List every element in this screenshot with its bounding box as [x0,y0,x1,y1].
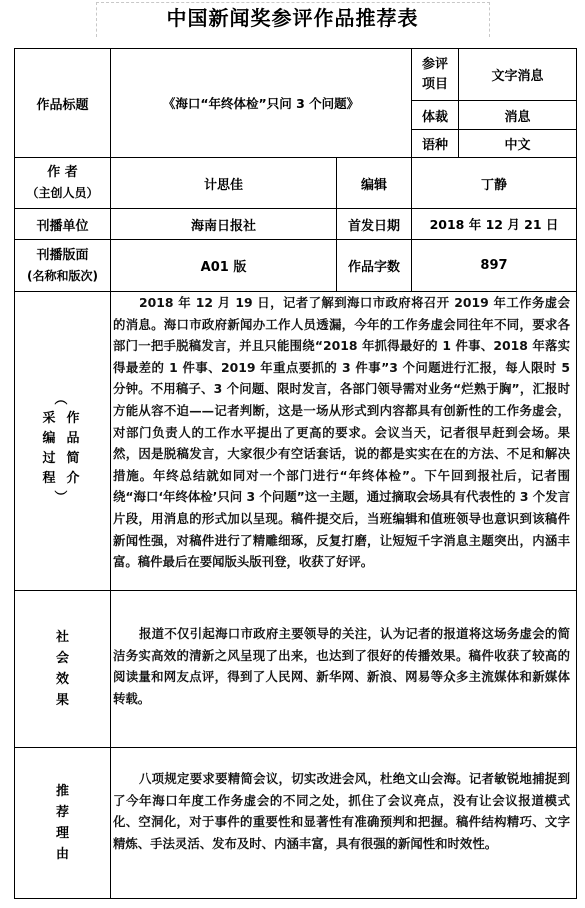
page-value: A01 版 [200,260,247,275]
category-value: 文字消息 [491,69,544,84]
author-label-line2: （主创人员） [26,186,99,200]
process-text: 2018 年 12 月 19 日，记者了解到海口市政府将召开 2019 年工作务虚会的消息。海口市政府新闻办工作人员透漏，今年的工作务虚会同往年不同，要求各部门一把手脱稿发言，并且只能围绕“2018 年抓得最好的 1 件事、2018 年落实得最差的 1 件事、2019 年重点要抓的 3 件事”3 个问题进行汇报，每人限时 5 分钟。不用稿子、3 个问题、限时发言，各部门领导需对业务“烂熟于胸”，汇报时方能从容不迫——记者判断，这是一场从形式到内容都具有创新性的工作务虚会，对部门负责人的工作水平提出了更高的要求。会议当天，记者很早赶到会场。果然，因是脱稿发言，大家很少有空话套话，说的都是实实在在的方法、不足和解决措施。年终总结就如同对一个部门进行“年终体检”。下午回到报社后，记者围绕“海口‘年终体检’只问 3 个问题”这一主题，通过摘取会场具有代表性的 3 个发言片段，用消息的形式加以呈现。稿件提交后，当班编辑和值班领导也意识到该稿件新闻性强，对稿件进行了精雕细琢，反复打磨，让短短千字消息主题突出，内涵丰富。稿件最后在要闻版头版刊登，收获了好评。 [113,295,570,570]
page-value-cell [110,239,337,292]
process-label-paren-close: ） [52,489,68,504]
work-title-value: 《海口“年终体检”只问 3 个问题》 [162,96,360,111]
reason-label-cell [14,747,111,899]
editor-label: 编辑 [360,177,387,193]
language-value-cell [458,129,577,158]
reason-text-cell [110,747,577,899]
category-label: 参评项目 [421,56,448,92]
category-label-cell [411,48,459,101]
author-value: 计思佳 [203,177,243,193]
editor-value-cell [411,157,577,209]
publisher-value-cell [110,208,337,240]
page-label-cell [14,239,111,292]
reason-text: 八项规定要求要精简会议，切实改进会风，杜绝文山会海。记者敏锐地捕捉到了今年海口年度工作务虚会的不同之处，抓住了会议亮点，没有让会议报道模式化、空洞化，对于事件的重要性和显著性有准确预判和把握。稿件结构精巧、文字精炼、手法灵活、发布及时、内涵丰富，具有很强的新闻性和时效性。 [113,771,570,851]
author-value-cell [110,157,337,209]
genre-value: 消息 [504,109,531,125]
author-label-line1: 作 者 [47,165,78,180]
process-label-cell [14,291,111,591]
publisher-label: 刊播单位 [36,218,89,234]
publisher-label-cell [14,208,111,240]
effect-text: 报道不仅引起海口市政府主要领导的关注，认为记者的报道将这场务虚会的简洁务实高效的清新之风呈现了出来，也达到了很好的传播效果。稿件收获了较高的阅读量和网友点评，得到了人民网、新华网、新浪、网易等众多主流媒体和新媒体转载。 [113,626,570,706]
effect-label: 社会效果 [55,630,69,708]
work-title-label-cell [14,48,111,158]
work-title-label: 作品标题 [36,97,89,113]
process-label-paren-open: （ [52,391,68,406]
word-count-value: 897 [480,258,508,273]
language-label: 语种 [421,138,448,153]
process-label-col2: 作品简介 [66,411,80,486]
language-label-cell [411,129,459,158]
author-label-cell [14,157,111,209]
process-label-col1: 采编过程 [42,411,56,486]
first-date-label: 首发日期 [347,218,400,234]
genre-label: 体裁 [421,109,448,125]
effect-text-cell [110,590,577,748]
word-count-label: 作品字数 [347,260,400,275]
page-label-line1: 刊播版面 [36,247,89,263]
word-count-label-cell [336,239,412,292]
page-label-line2: (名称和版次) [27,268,98,283]
first-date-label-cell [336,208,412,240]
page-title: 中国新闻奖参评作品推荐表 [166,6,419,30]
editor-label-cell [336,157,412,209]
genre-label-cell [411,100,459,130]
editor-value: 丁静 [480,177,507,193]
first-date-value: 2018 年 12 月 21 日 [429,217,559,232]
process-text-cell [110,291,577,591]
category-value-cell [458,48,577,101]
genre-value-cell [458,100,577,130]
first-date-value-cell [411,208,577,240]
work-title-value-cell [110,48,412,158]
language-value: 中文 [504,138,531,153]
form-grid [14,48,577,899]
publisher-value: 海南日报社 [190,218,256,234]
reason-label: 推荐理由 [55,784,69,862]
word-count-value-cell [411,239,577,292]
effect-label-cell [14,590,111,748]
